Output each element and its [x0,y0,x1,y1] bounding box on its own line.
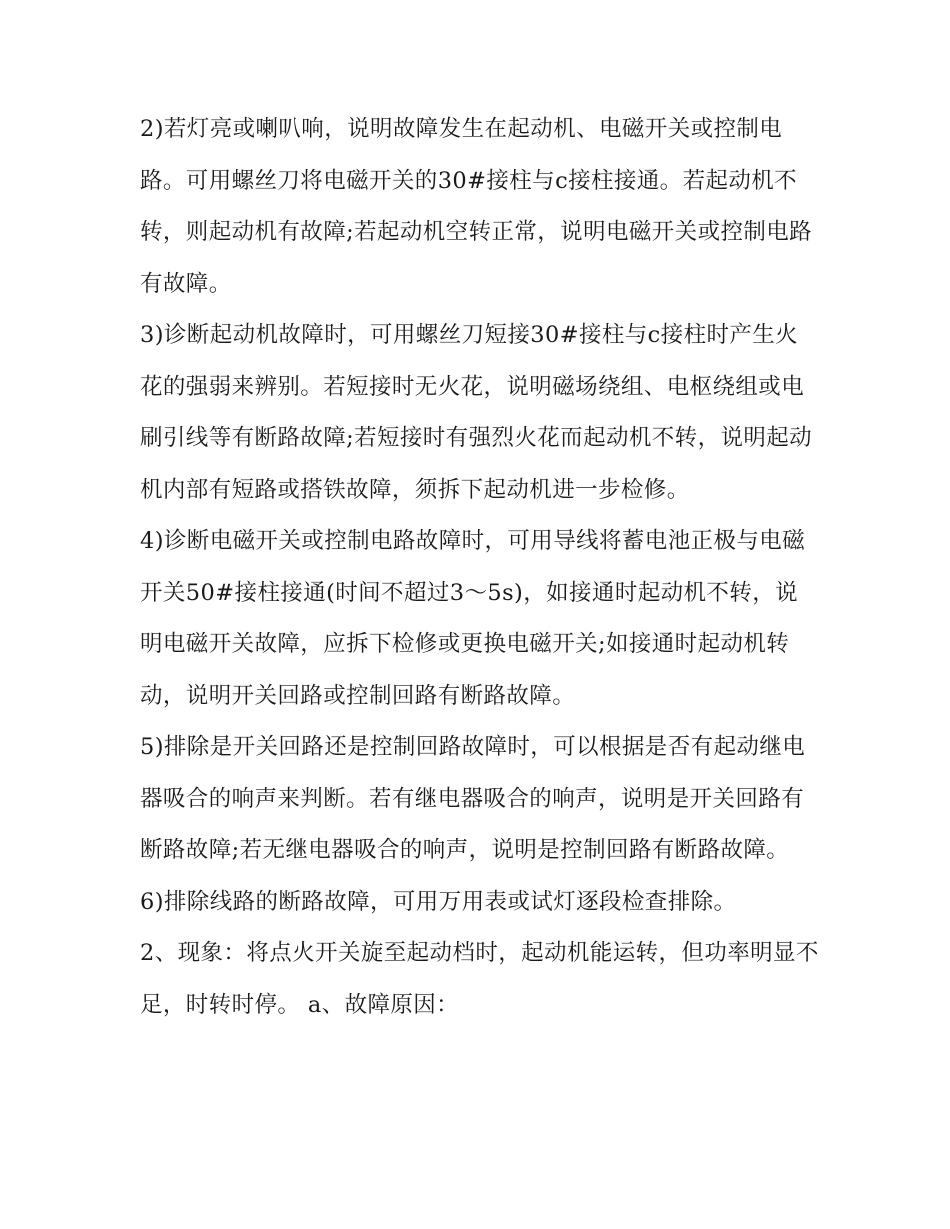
paragraph-step-4: 4)诊断电磁开关或控制电路故障时，可用导线将蓄电池正极与电磁开关50#接柱接通(时间不超过3～5s)，如接通时起动机不转，说明电磁开关故障，应拆下检修或更换电磁开关;如接通时起动机转动，说明开关回路或控制回路有断路故障。 [140,528,806,709]
paragraph-step-3: 3)诊断起动机故障时，可用螺丝刀短接30#接柱与c接柱时产生火花的强弱来辨别。若短接时无火花，说明磁场绕组、电枢绕组或电刷引线等有断路故障;若短接时有强烈火花而起动机不转，说明起动机内部有短路或搭铁故障，须拆下起动机进一步检修。 [140,322,813,503]
paragraph-step-2: 2)若灯亮或喇叭响，说明故障发生在起动机、电磁开关或控制电路。可用螺丝刀将电磁开关的30#接柱与c接柱接通。若起动机不转，则起动机有故障;若起动机空转正常，说明电磁开关或控制电路有故障。 [140,116,813,297]
paragraph-step-6: 6)排除线路的断路故障，可用万用表或试灯逐段检查排除。 [140,888,737,915]
paragraph-step-5: 5)排除是开关回路还是控制回路故障时，可以根据是否有起动继电器吸合的响声来判断。若有继电器吸合的响声，说明是开关回路有断路故障;若无继电器吸合的响声，说明是控制回路有断路故障。 [140,734,806,863]
paragraph-section-2-symptom: 2、现象：将点火开关旋至起动档时，起动机能运转，但功率明显不足，时转时停。 a、故障原因： [140,940,819,1018]
document-body [140,104,820,1031]
